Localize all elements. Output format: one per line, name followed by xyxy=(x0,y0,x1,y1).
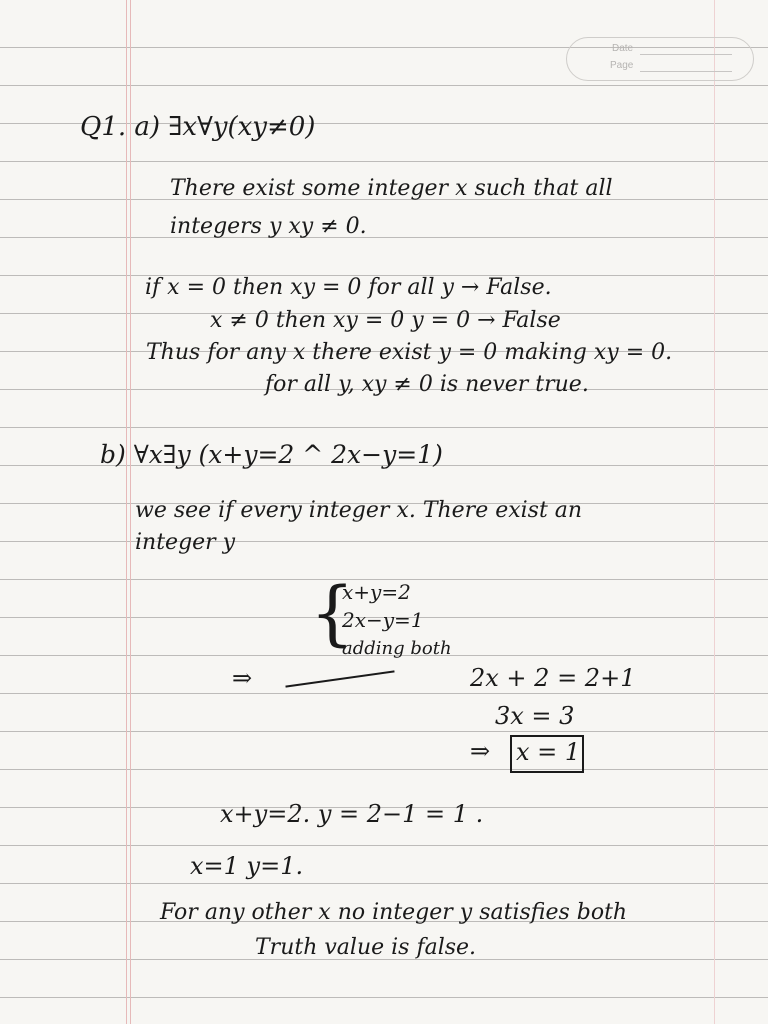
a-line-1: There exist some integer x such that all xyxy=(170,176,613,201)
step-2: 3x = 3 xyxy=(495,702,575,730)
a-line-6: for all y, xy ≠ 0 is never true. xyxy=(265,372,589,397)
step3-arrow: ⇒ xyxy=(470,737,491,765)
a-line-2: integers y xy ≠ 0. xyxy=(170,214,367,239)
a-line-4: x ≠ 0 then xy = 0 y = 0 → False xyxy=(210,308,561,333)
step-3: x = 1 xyxy=(516,738,581,766)
a-line-5: Thus for any x there exist y = 0 making xy = 0. xyxy=(146,340,673,365)
system-note: adding both xyxy=(342,638,452,659)
q1b-heading: b) ∀x∃y (x+y=2 ^ 2x−y=1) xyxy=(100,440,443,469)
left-margin-line xyxy=(126,0,127,1024)
b-line-2: integer y xyxy=(135,530,236,555)
result-line: x=1 y=1. xyxy=(190,852,304,880)
step1-arrow: ⇒ xyxy=(232,664,253,692)
q1a-heading: Q1. a) ∃x∀y(xy≠0) xyxy=(80,112,316,142)
page-label: Page xyxy=(610,60,634,71)
step-1: 2x + 2 = 2+1 xyxy=(470,664,636,692)
system-brace: { xyxy=(310,572,355,654)
left-margin-line-2 xyxy=(130,0,131,1024)
system-eq-2: 2x−y=1 xyxy=(342,608,424,632)
page-rule xyxy=(640,71,732,72)
substitution-line: x+y=2. y = 2−1 = 1 . xyxy=(220,800,484,828)
right-edge-line xyxy=(714,0,715,1024)
a-line-3: if x = 0 then xy = 0 for all y → False. xyxy=(145,275,552,300)
date-rule xyxy=(640,54,732,55)
b-line-1: we see if every integer x. There exist an xyxy=(135,498,583,523)
date-label: Date xyxy=(612,43,634,54)
conclusion-2: Truth value is false. xyxy=(255,935,477,960)
conclusion-1: For any other x no integer y satisfies both xyxy=(160,900,628,925)
crossed-out-work xyxy=(285,670,394,687)
date-page-header-box xyxy=(566,37,754,81)
system-eq-1: x+y=2 xyxy=(342,580,411,604)
